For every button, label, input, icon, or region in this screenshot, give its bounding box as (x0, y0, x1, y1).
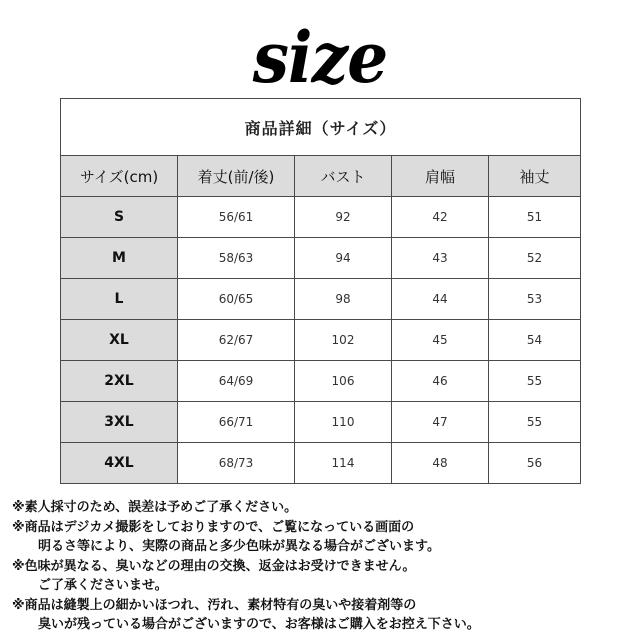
size-label: XL (61, 320, 178, 361)
note-line: 臭いが残っている場合がございますので、お客様はご購入をお控え下さい。 (38, 617, 480, 632)
size-label: S (61, 197, 178, 238)
sleeve-value: 53 (489, 279, 581, 320)
length-value: 58/63 (178, 238, 295, 279)
sleeve-value: 55 (489, 361, 581, 402)
header-length: 着丈(前/後) (178, 156, 295, 197)
size-label: L (61, 279, 178, 320)
sleeve-value: 51 (489, 197, 581, 238)
note-line: ※色味が異なる、臭いなどの理由の交換、返金はお受けできません。 (12, 558, 416, 574)
length-value: 60/65 (178, 279, 295, 320)
table-row (61, 279, 581, 320)
size-label: M (61, 238, 178, 279)
length-value: 62/67 (178, 320, 295, 361)
table-title: 商品詳細（サイズ） (61, 99, 581, 156)
bust-value: 92 (295, 197, 392, 238)
table-header-row (61, 156, 581, 197)
shoulder-value: 47 (392, 402, 489, 443)
bust-value: 98 (295, 279, 392, 320)
bust-value: 94 (295, 238, 392, 279)
sleeve-value: 56 (489, 443, 581, 484)
length-value: 64/69 (178, 361, 295, 402)
note-line: ※商品はデジカメ撮影をしておりますので、ご覧になっている画面の (12, 519, 415, 535)
table-title-row (61, 99, 581, 156)
shoulder-value: 42 (392, 197, 489, 238)
note-line: ご了承くださいませ。 (38, 578, 168, 593)
shoulder-value: 43 (392, 238, 489, 279)
size-heading: size (252, 16, 388, 99)
note-line: 明るさ等により、実際の商品と多少色味が異なる場合がございます。 (38, 539, 440, 554)
note-line: ※商品は縫製上の細かいほつれ、汚れ、素材特有の臭いや接着剤等の (12, 597, 417, 613)
table-row (61, 402, 581, 443)
header-sleeve: 袖丈 (489, 156, 581, 197)
header-shoulder: 肩幅 (392, 156, 489, 197)
length-value: 56/61 (178, 197, 295, 238)
size-label: 2XL (61, 361, 178, 402)
shoulder-value: 46 (392, 361, 489, 402)
notes (12, 498, 634, 635)
sleeve-value: 55 (489, 402, 581, 443)
sleeve-value: 52 (489, 238, 581, 279)
table-row (61, 320, 581, 361)
table-row (61, 443, 581, 484)
table-row (61, 238, 581, 279)
length-value: 68/73 (178, 443, 295, 484)
length-value: 66/71 (178, 402, 295, 443)
note-line: ※素人採寸のため、誤差は予めご了承ください。 (12, 500, 298, 515)
table-row (61, 197, 581, 238)
bust-value: 102 (295, 320, 392, 361)
header-size: サイズ(cm) (61, 156, 178, 197)
bust-value: 106 (295, 361, 392, 402)
header-bust: バスト (295, 156, 392, 197)
shoulder-value: 45 (392, 320, 489, 361)
size-label: 3XL (61, 402, 178, 443)
sleeve-value: 54 (489, 320, 581, 361)
shoulder-value: 48 (392, 443, 489, 484)
table-row (61, 361, 581, 402)
bust-value: 110 (295, 402, 392, 443)
bust-value: 114 (295, 443, 392, 484)
shoulder-value: 44 (392, 279, 489, 320)
size-label: 4XL (61, 443, 178, 484)
size-table (60, 98, 581, 484)
